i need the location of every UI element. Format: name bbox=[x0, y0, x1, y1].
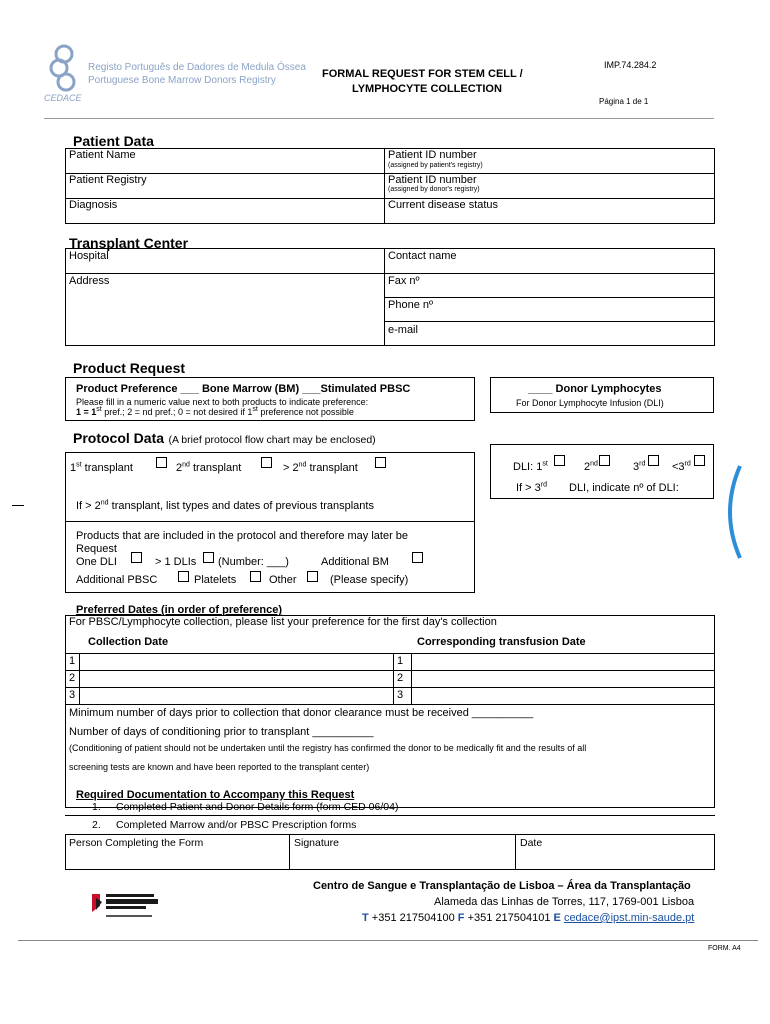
dli-third: 3rd bbox=[633, 460, 646, 473]
patient-data-heading: Patient Data bbox=[73, 133, 154, 149]
preferred-dates-heading: Preferred Dates (in order of preference) bbox=[76, 604, 283, 616]
person-completing-label: Person Completing the Form bbox=[69, 837, 204, 849]
platelets-label: Platelets bbox=[194, 574, 237, 586]
dli-second: 2nd bbox=[584, 460, 598, 473]
footer-center-name: Centro de Sangue e Transplantação de Lisboa – Área da Transplantação bbox=[313, 880, 691, 892]
note2-suffix: preference not possible bbox=[260, 407, 354, 417]
more-transplant-checkbox[interactable] bbox=[375, 457, 386, 468]
preferred-dates-intro: For PBSC/Lymphocyte collection, please list your preference for the first day's collection bbox=[69, 616, 497, 628]
patient-id2-note: (assigned by donor's registry) bbox=[388, 186, 480, 193]
dli-title: ____ Donor Lymphocytes bbox=[528, 383, 662, 395]
collection-row-3: 3 bbox=[69, 689, 76, 701]
contact-name-label: Contact name bbox=[388, 250, 457, 262]
protocol-heading-text: Protocol Data bbox=[73, 430, 165, 446]
additional-pbsc-label: Additional PBSC bbox=[76, 574, 158, 586]
form-title-line2: LYMPHOCYTE COLLECTION bbox=[352, 83, 502, 95]
doc-item-1-num: 1. bbox=[92, 801, 101, 813]
second-transplant: 2nd transplant bbox=[176, 461, 242, 474]
header-divider bbox=[44, 118, 714, 119]
t1-label: transplant bbox=[84, 462, 133, 474]
form-size-label: FORM. A4 bbox=[708, 945, 741, 952]
prev-tx-label: transplant, list types and dates of previous transplants bbox=[111, 500, 374, 512]
transfusion-date-header: Corresponding transfusion Date bbox=[417, 636, 586, 648]
product-note-1: Please fill in a numeric value next to both products to indicate preference: bbox=[76, 397, 369, 407]
hospital-label: Hospital bbox=[69, 250, 109, 262]
transplant-center-heading: Transplant Center bbox=[69, 235, 189, 251]
diagnosis-label: Diagnosis bbox=[69, 199, 118, 211]
dli-first: DLI: 1st bbox=[513, 460, 548, 473]
transfusion-row-3: 3 bbox=[397, 689, 404, 701]
form-title-line1: FORMAL REQUEST FOR STEM CELL / bbox=[322, 68, 523, 80]
note2-text: pref.; 2 = nd pref.; 0 = not desired if 1 bbox=[104, 407, 253, 417]
second-transplant-checkbox[interactable] bbox=[261, 457, 272, 468]
product-note-2: 1 = 1st pref.; 2 = nd pref.; 0 = not desired if 1st preference not possible bbox=[76, 406, 354, 417]
address-label: Address bbox=[69, 275, 110, 287]
please-specify-label: (Please specify) bbox=[330, 574, 409, 586]
conditioning-note-2: screening tests are known and have been reported to the transplant center) bbox=[69, 762, 370, 772]
more-transplant: > 2nd transplant bbox=[283, 461, 358, 474]
t2-label: transplant bbox=[192, 462, 242, 474]
gt1-dli-checkbox[interactable] bbox=[203, 552, 214, 563]
other-label: Other bbox=[269, 574, 297, 586]
dli-third-checkbox[interactable] bbox=[648, 455, 659, 466]
one-dli-checkbox[interactable] bbox=[131, 552, 142, 563]
org-name-pt: Registo Português de Dadores de Medula Óssea bbox=[88, 62, 306, 73]
conditioning-days: Number of days of conditioning prior to transplant __________ bbox=[69, 726, 374, 738]
fax-label: Fax nº bbox=[388, 275, 420, 287]
patient-id-label: Patient ID number bbox=[388, 149, 477, 161]
footer-phone: +351 217504100 bbox=[371, 912, 455, 924]
collection-date-header: Collection Date bbox=[88, 636, 169, 648]
collection-row-2: 2 bbox=[69, 672, 76, 684]
required-docs-heading: Required Documentation to Accompany this Request bbox=[76, 789, 355, 801]
patient-id2-label: Patient ID number bbox=[388, 174, 477, 186]
dli-if-label: If > 3 bbox=[516, 482, 541, 494]
footer-email-link[interactable]: cedace@ipst.min-saude.pt bbox=[563, 912, 695, 924]
collection-row-1: 1 bbox=[69, 655, 76, 667]
footer-contacts bbox=[362, 912, 694, 924]
dli-more: <3rd bbox=[672, 460, 691, 473]
dli-indicate: DLI, indicate nº of DLI: bbox=[569, 482, 679, 494]
patient-registry-label: Patient Registry bbox=[69, 174, 147, 186]
email-label: e-mail bbox=[388, 324, 418, 336]
doc-item-2-num: 2. bbox=[92, 819, 101, 831]
one-dli-label: One DLI bbox=[76, 556, 117, 568]
t3-label: transplant bbox=[309, 462, 358, 474]
transfusion-row-2: 2 bbox=[397, 672, 404, 684]
patient-id-note: (assigned by patient's registry) bbox=[388, 162, 483, 169]
dli-label: DLI: 1 bbox=[513, 461, 543, 473]
transfusion-row-1: 1 bbox=[397, 655, 404, 667]
portugal-government-logo-icon bbox=[90, 890, 164, 920]
phone-label: Phone nº bbox=[388, 299, 433, 311]
footer-fax: +351 217504101 bbox=[467, 912, 551, 924]
platelets-checkbox[interactable] bbox=[250, 571, 261, 582]
additional-bm-checkbox[interactable] bbox=[412, 552, 423, 563]
protocol-heading-note: (A brief protocol flow chart may be enclosed) bbox=[168, 434, 376, 446]
gt1-dli-label: > 1 DLIs bbox=[155, 556, 197, 568]
dli-subtitle: For Donor Lymphocyte Infusion (DLI) bbox=[516, 398, 664, 408]
footer-divider bbox=[18, 940, 758, 941]
patient-name-label: Patient Name bbox=[69, 149, 136, 161]
signature-label: Signature bbox=[294, 837, 339, 849]
dli-second-checkbox[interactable] bbox=[599, 455, 610, 466]
margin-dash bbox=[12, 505, 24, 506]
doc-item-1: Completed Patient and Donor Details form (form CED 06/04) bbox=[116, 801, 399, 813]
dli-if-gt3: If > 3rd bbox=[516, 481, 548, 494]
conditioning-note-1: (Conditioning of patient should not be undertaken until the registry has confirmed the donor to be medically fit and the results of all bbox=[69, 743, 587, 753]
date-label: Date bbox=[520, 837, 543, 849]
disease-status-label: Current disease status bbox=[388, 199, 499, 211]
phone-prefix: T bbox=[362, 912, 369, 924]
first-transplant: 1st transplant bbox=[70, 461, 133, 474]
other-checkbox[interactable] bbox=[307, 571, 318, 582]
page-number: Página 1 de 1 bbox=[599, 97, 649, 106]
org-name-en: Portuguese Bone Marrow Donors Registry bbox=[88, 75, 276, 86]
logo-name: CEDACE bbox=[44, 93, 82, 103]
products-line-1: Products that are included in the protocol and therefore may later be bbox=[76, 530, 409, 542]
previous-transplants: If > 2nd transplant, list types and dates of previous transplants bbox=[76, 499, 374, 512]
product-request-heading: Product Request bbox=[73, 360, 186, 376]
fax-prefix: F bbox=[457, 912, 465, 924]
doc-item-2: Completed Marrow and/or PBSC Prescription forms bbox=[116, 819, 357, 831]
note2-prefix: 1 = 1 bbox=[76, 407, 97, 417]
additional-pbsc-checkbox[interactable] bbox=[178, 571, 189, 582]
additional-bm-label: Additional BM bbox=[321, 556, 389, 568]
doc-code: IMP.74.284.2 bbox=[604, 60, 657, 70]
products-line-2: Request bbox=[76, 543, 117, 555]
dli-number-label: (Number: ___) bbox=[218, 556, 289, 568]
protocol-data-heading bbox=[73, 430, 376, 448]
footer-address: Alameda das Linhas de Torres, 117, 1769-001 Lisboa bbox=[434, 896, 695, 908]
dli-more-checkbox[interactable] bbox=[694, 455, 705, 466]
min-days-clearance: Minimum number of days prior to collection that donor clearance must be received __________ bbox=[69, 707, 534, 719]
dli-first-checkbox[interactable] bbox=[554, 455, 565, 466]
bracket-mark-icon bbox=[716, 462, 746, 562]
email-prefix: E bbox=[553, 912, 561, 924]
first-transplant-checkbox[interactable] bbox=[156, 457, 167, 468]
product-preference: Product Preference ___ Bone Marrow (BM) ___Stimulated PBSC bbox=[76, 383, 411, 395]
